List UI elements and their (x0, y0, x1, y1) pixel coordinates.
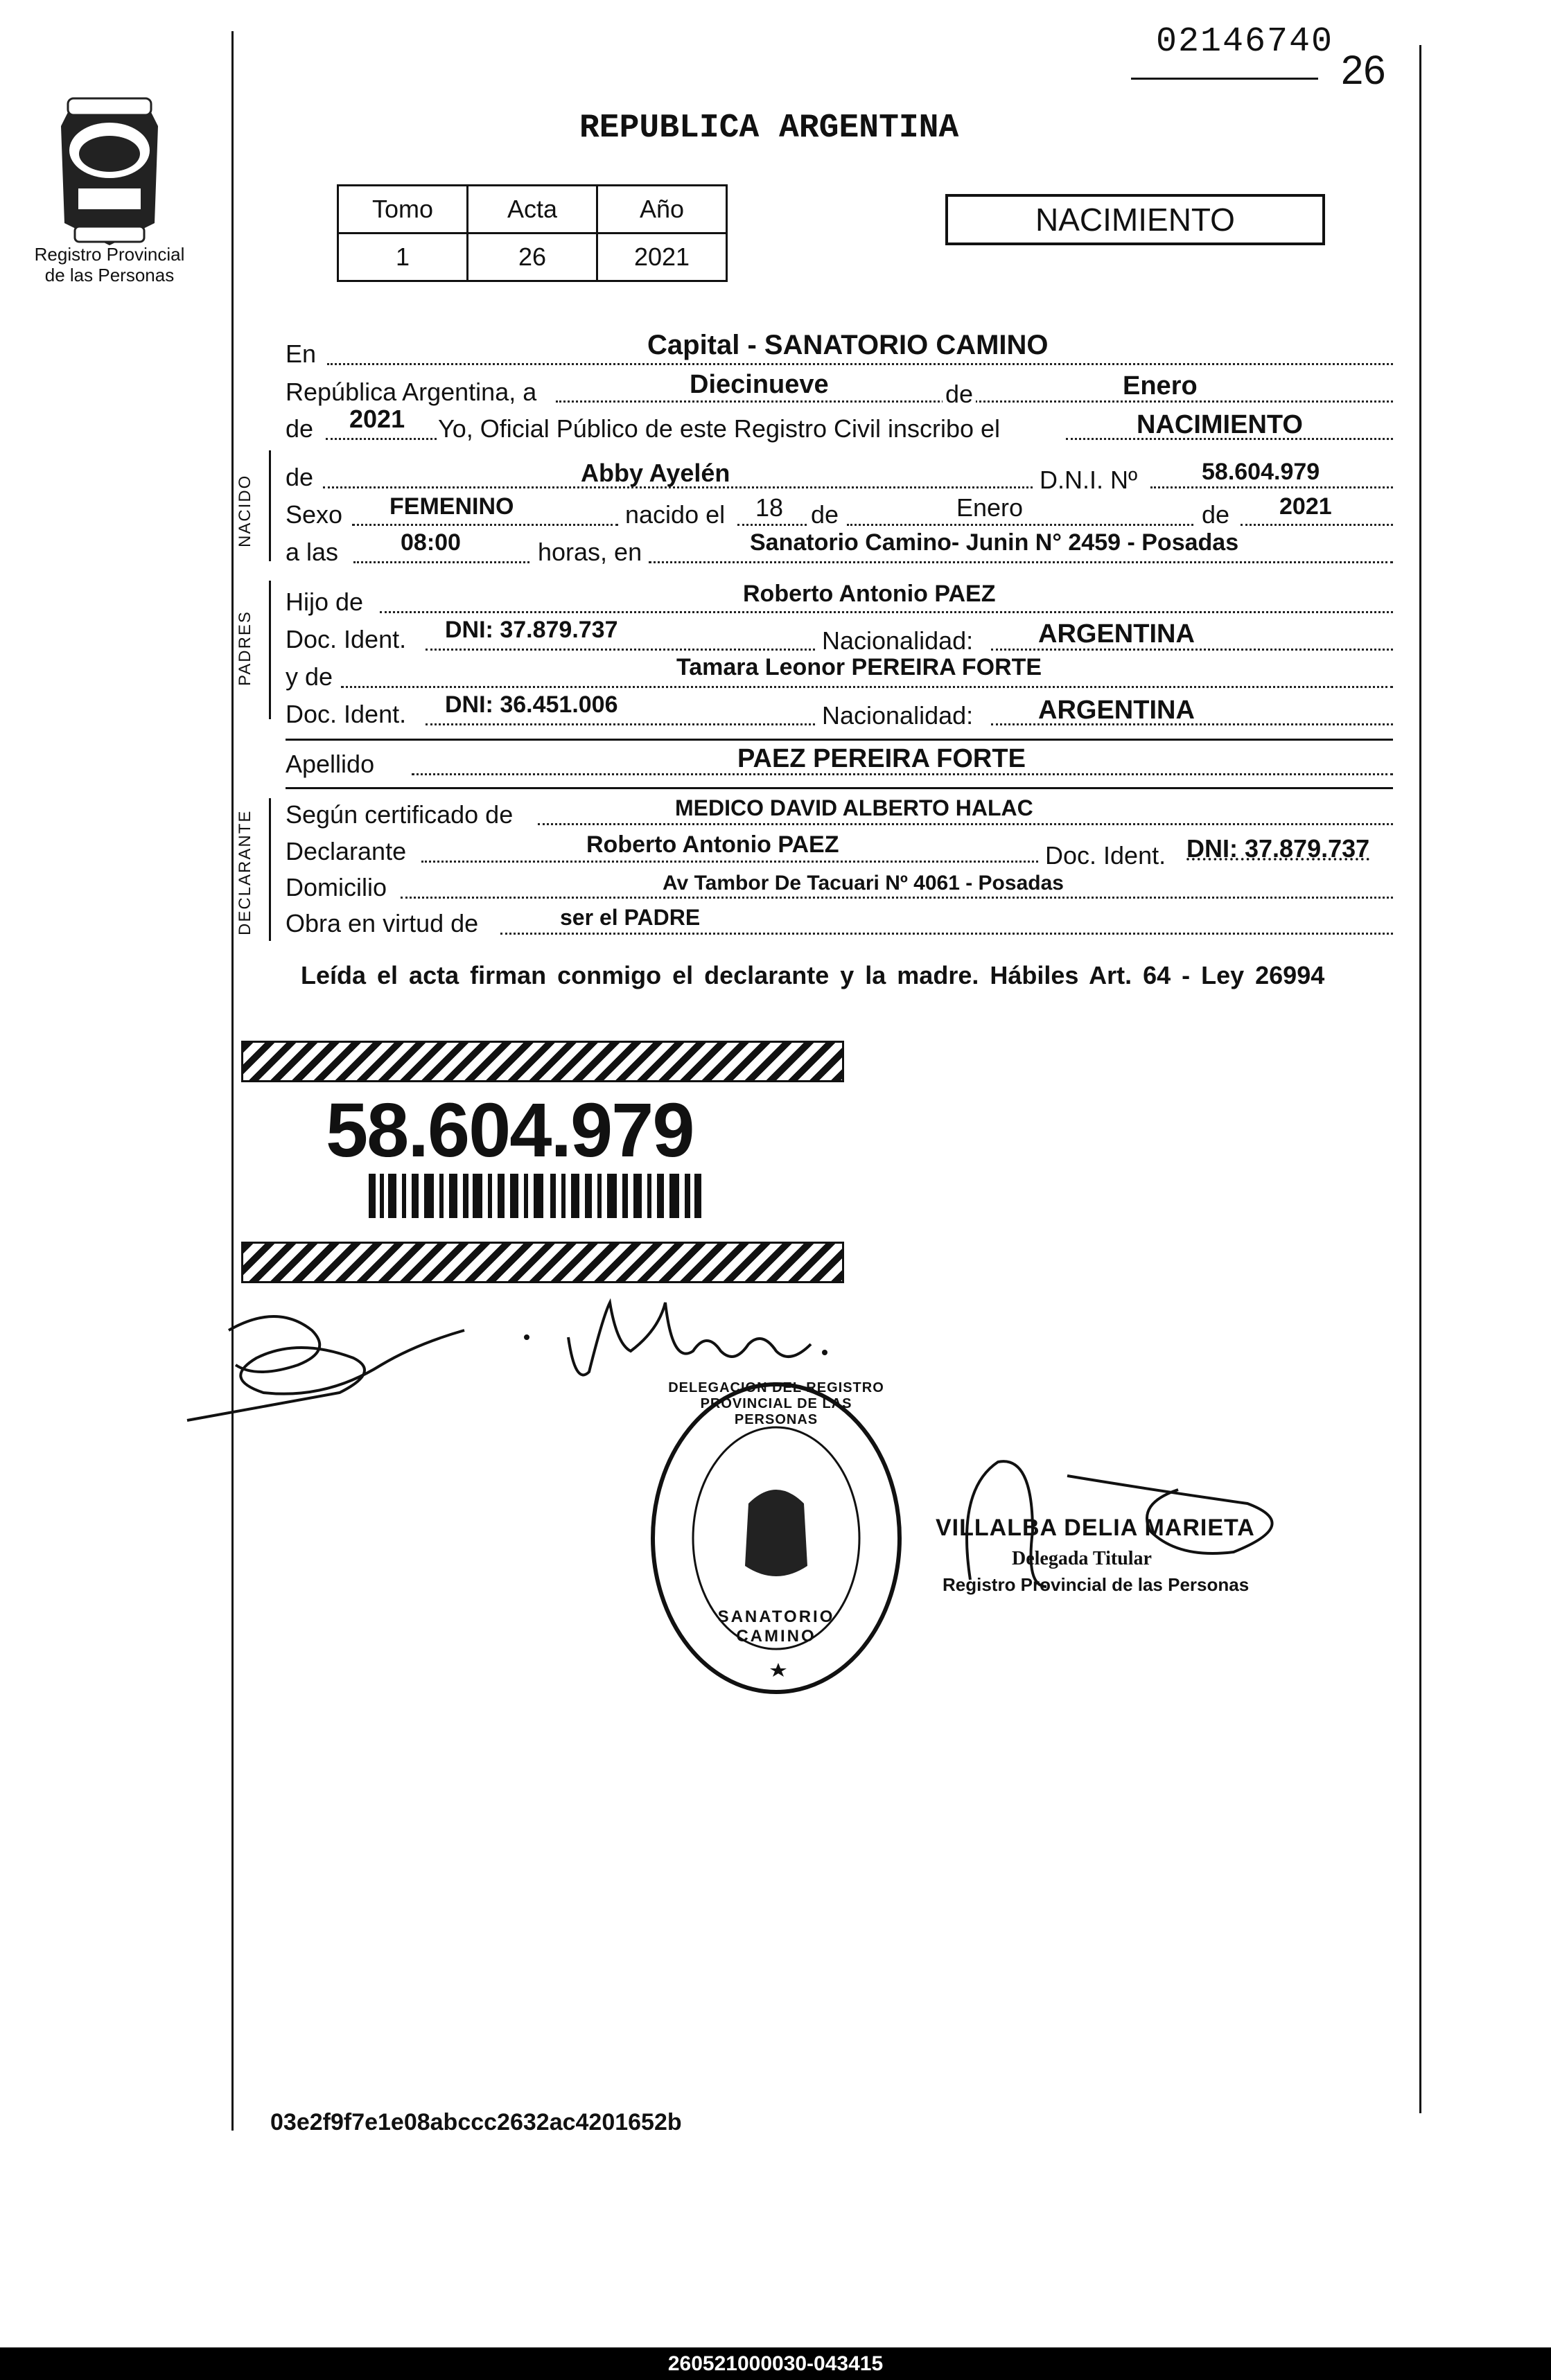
province-logo (40, 85, 179, 251)
father-nationality: ARGENTINA (1038, 619, 1195, 649)
decl-dots (421, 861, 1038, 863)
birth-place: Sanatorio Camino- Junin N° 2459 - Posadas (750, 529, 1239, 556)
day-dots (737, 524, 807, 526)
birth-year: 2021 (1279, 493, 1332, 520)
y-de-label: y de (286, 662, 333, 691)
seal-ring-text: DELEGACION DEL REGISTRO PROVINCIAL DE LAS PERSONAS (668, 1380, 884, 1427)
stamp-number: 02146740 (1156, 22, 1334, 62)
birth-day: 18 (755, 493, 784, 522)
sexo-dots (352, 524, 618, 526)
record-type: NACIMIENTO (1035, 202, 1235, 238)
apellido-value: PAEZ PEREIRA FORTE (737, 744, 1026, 773)
country-title: REPUBLICA ARGENTINA (579, 109, 959, 147)
nacido-name: Abby Ayelén (581, 459, 730, 487)
place-value: Capital - SANATORIO CAMINO (647, 330, 1049, 360)
decl-doc: DNI: 37.879.737 (1186, 834, 1370, 863)
table-value-acta: 26 (468, 233, 597, 281)
folio-number: 26 (1341, 48, 1386, 93)
father-name: Roberto Antonio PAEZ (743, 581, 996, 607)
dom-dots (401, 897, 1393, 899)
table-header-anio: Año (597, 186, 727, 233)
en-label: En (286, 340, 317, 368)
day-text: Diecinueve (690, 370, 829, 399)
decl-value: Roberto Antonio PAEZ (586, 831, 839, 858)
declarant-signature (173, 1289, 547, 1427)
birth-month: Enero (956, 493, 1024, 522)
year-prefix: de (286, 414, 314, 443)
obra-label: Obra en virtud de (286, 909, 479, 937)
year-value-dots (1241, 524, 1393, 526)
intro-de-label: de (943, 380, 976, 409)
dni-label: D.N.I. Nº (1040, 466, 1138, 494)
nacido-de-label: de (286, 463, 314, 491)
father-doc-dots (426, 649, 815, 651)
apellido-label: Apellido (286, 750, 375, 778)
birth-de1-label: de (811, 500, 839, 529)
cert-value: MEDICO DAVID ALBERTO HALAC (675, 795, 1033, 820)
record-type-box (945, 194, 1325, 245)
table-value-tomo: 1 (338, 233, 468, 281)
mother-doc: DNI: 36.451.006 (445, 691, 618, 718)
footer-code: 260521000030-043415 (667, 2352, 884, 2375)
apellido-divider (286, 787, 1393, 789)
declarante-label: DECLARANTE (236, 809, 254, 935)
birth-de2-label: de (1202, 500, 1230, 529)
sexo-value: FEMENINO (389, 493, 514, 520)
father-dots (380, 611, 1393, 613)
table-header-acta: Acta (468, 186, 597, 233)
decl-doc-label: Doc. Ident. (1045, 841, 1166, 870)
hour-dots (353, 561, 529, 563)
official-title: Delegada Titular (1012, 1548, 1152, 1569)
footer-bar (0, 2347, 1551, 2380)
mother-nat-label: Nacionalidad: (822, 701, 974, 730)
security-band-bottom (241, 1242, 844, 1283)
padres-divider (286, 739, 1393, 741)
sexo-label: Sexo (286, 500, 343, 529)
security-band-top (241, 1041, 844, 1082)
nacido-label: NACIDO (236, 474, 254, 547)
logo-caption (19, 244, 200, 285)
intro-month: Enero (1123, 371, 1198, 400)
obra-dots (500, 933, 1393, 935)
month-dots (847, 524, 1193, 526)
statement-text: Yo, Oficial Público de este Registro Civil inscribo el (438, 414, 1001, 443)
dom-value: Av Tambor De Tacuari Nº 4061 - Posadas (663, 872, 1064, 894)
barcode (369, 1174, 701, 1218)
nacido-dni: 58.604.979 (1202, 459, 1320, 485)
dni-dots (1150, 486, 1393, 488)
mother-name: Tamara Leonor PEREIRA FORTE (676, 654, 1042, 680)
table-value-anio: 2021 (597, 233, 727, 281)
dom-label: Domicilio (286, 873, 387, 901)
year-dots (326, 438, 437, 440)
father-doc: DNI: 37.879.737 (445, 617, 618, 643)
right-margin-line (1419, 45, 1421, 2113)
birth-place-dots (649, 561, 1393, 563)
birth-hour: 08:00 (401, 529, 461, 556)
logo-caption-line1: Registro Provincial (34, 244, 185, 265)
cert-dots (538, 823, 1393, 825)
padres-label: PADRES (236, 610, 254, 686)
official-seal (645, 1379, 908, 1698)
logo-caption-line2: de las Personas (44, 265, 175, 285)
en-dots (327, 363, 1393, 365)
official-org: Registro Provincial de las Personas (943, 1574, 1250, 1595)
intro-year: 2021 (349, 405, 405, 433)
father-nat-label: Nacionalidad: (822, 626, 974, 655)
nacido-bracket (269, 450, 271, 561)
obra-value: ser el PADRE (560, 905, 701, 930)
event-value: NACIMIENTO (1137, 410, 1303, 439)
official-name: VILLALBA DELIA MARIETA (936, 1515, 1255, 1541)
mother-doc-dots (426, 723, 815, 725)
horas-label: horas, en (538, 538, 642, 566)
padres-bracket (269, 581, 271, 719)
decl-label: Declarante (286, 837, 407, 865)
hijo-label: Hijo de (286, 588, 364, 616)
a-las-label: a las (286, 538, 339, 566)
left-margin-line (231, 31, 234, 2131)
closing-text: Leída el acta firman conmigo el declarante y la madre. Hábiles Art. 64 - Ley 26994 (301, 961, 1325, 989)
father-doc-label: Doc. Ident. (286, 625, 407, 653)
republic-label: República Argentina, a (286, 378, 537, 406)
mother-dots (341, 686, 1393, 688)
declarante-bracket (269, 798, 271, 941)
registry-table (337, 184, 728, 282)
seal-inner-text: SANATORIO CAMINO (717, 1607, 835, 1646)
mother-doc-label: Doc. Ident. (286, 700, 407, 728)
mother-nationality: ARGENTINA (1038, 696, 1195, 725)
cert-label: Según certificado de (286, 800, 514, 829)
document-hash: 03e2f9f7e1e08abccc2632ac4201652b (270, 2109, 682, 2135)
nacido-el-label: nacido el (625, 500, 726, 529)
id-number: 58.604.979 (326, 1088, 694, 1173)
table-header-tomo: Tomo (338, 186, 468, 233)
stamp-underline (1131, 78, 1318, 80)
